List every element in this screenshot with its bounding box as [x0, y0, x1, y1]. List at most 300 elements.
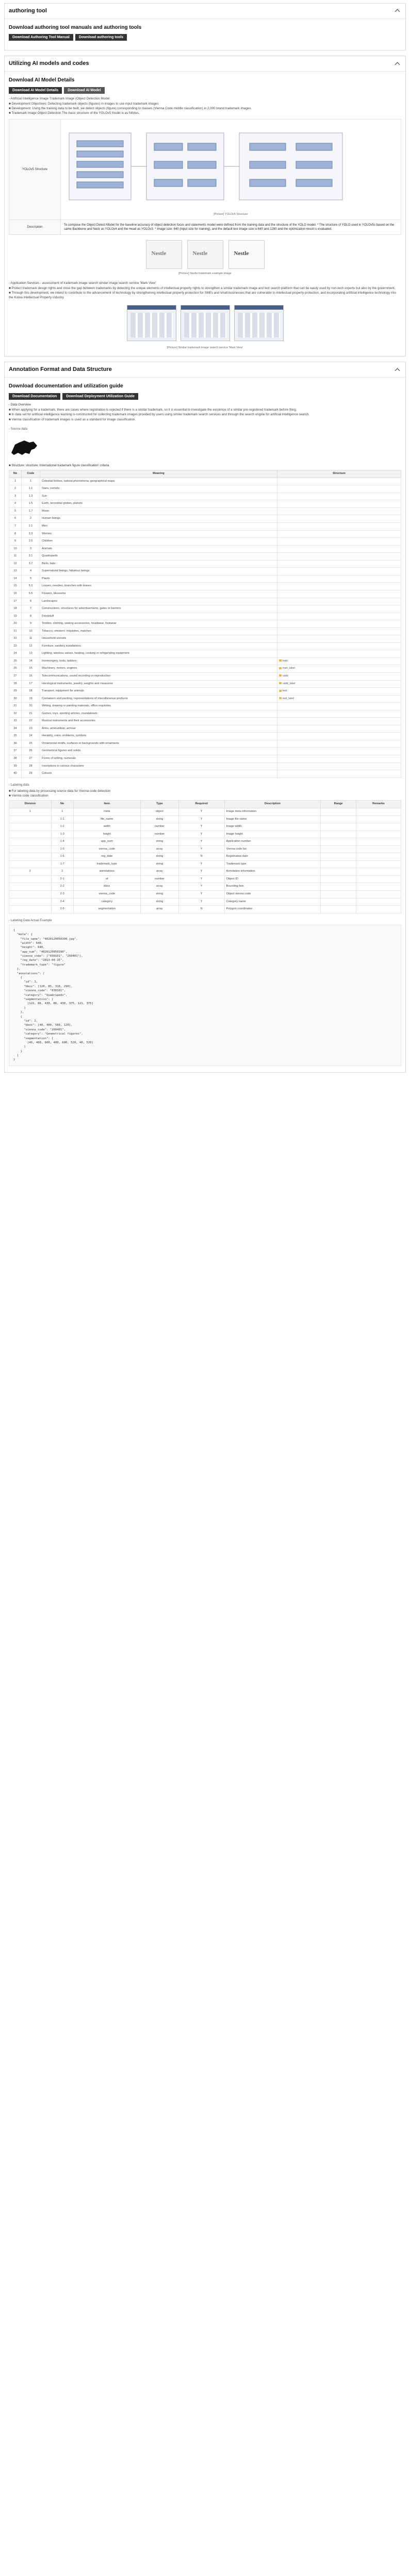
row-no: 4: [9, 500, 22, 508]
table-row: [9, 718, 401, 725]
row-structure: [277, 672, 401, 680]
folder-icon: [279, 697, 282, 699]
row-code: 1.5: [22, 500, 40, 508]
row-structure: [277, 650, 401, 658]
row-structure: [277, 530, 401, 538]
row-type: string: [140, 816, 178, 823]
row-remarks: [356, 808, 401, 816]
row-structure: [277, 620, 401, 628]
row-remarks: [356, 883, 401, 891]
row-code: 22: [22, 718, 40, 725]
row-meaning: Plants: [40, 575, 277, 583]
yolo-diagram-cell: [61, 119, 401, 220]
row-structure: [277, 538, 401, 546]
row-structure: [277, 718, 401, 725]
table-row: [9, 733, 401, 740]
table-row: [9, 530, 401, 538]
row-structure: [277, 628, 401, 635]
row-division: [9, 845, 52, 853]
table-row: [9, 500, 401, 508]
column-header: Code: [22, 470, 40, 478]
row-no: 7: [9, 523, 22, 531]
table-row: [9, 845, 401, 853]
authoring-tool-header[interactable]: [5, 4, 405, 19]
row-code: 9: [22, 620, 40, 628]
service-caption: [Picture] Similar trademark image search service 'Mark View': [167, 346, 243, 349]
table-row: [9, 613, 401, 620]
bullet: ■ When applying for a trademark, there are cases where registration is rejected if there is a similar trademark, so it is essential to investigate the existence of a similar pre-registered trademark before filing.: [9, 408, 297, 412]
row-required: N: [178, 853, 224, 861]
table-row: [9, 891, 401, 899]
row-type: number: [140, 831, 178, 838]
bullet: ■ In data set for artificial intelligence learning is constructed for collecting trademark images provided by users using similar trademark search services and through the search engine for artificial intelligence search.: [9, 413, 309, 417]
row-structure: [277, 642, 401, 650]
column-header: Item: [73, 801, 140, 808]
row-code: 19: [22, 695, 40, 703]
row-meaning: Leaves, needles, branches with leaves: [40, 583, 277, 590]
table-row: [9, 657, 401, 665]
row-description: Object vienna code: [224, 891, 321, 899]
logo-tile: Nestle: [146, 240, 182, 269]
row-no: 31: [9, 703, 22, 710]
row-remarks: [356, 816, 401, 823]
application-bullets: [9, 286, 401, 300]
table-row: [9, 507, 401, 515]
row-code: 2.5: [22, 538, 40, 546]
row-range: [321, 808, 356, 816]
row-code: 1.1: [22, 485, 40, 493]
row-item: file_name: [73, 816, 140, 823]
row-code: 29: [22, 770, 40, 778]
row-structure: [277, 523, 401, 531]
row-meaning: Landscapes: [40, 598, 277, 605]
row-meaning: Animals: [40, 545, 277, 553]
row-no: 1-4: [51, 838, 73, 846]
row-meaning: Supernatural beings, fabulous beings: [40, 568, 277, 575]
column-header: Structure: [277, 470, 401, 478]
row-no: 29: [9, 688, 22, 696]
row-type: string: [140, 891, 178, 899]
row-meaning: Quadrupeds: [40, 553, 277, 561]
table-row: [9, 628, 401, 635]
folder-label: valid_label: [283, 682, 296, 685]
row-no: 1: [51, 808, 73, 816]
chevron-up-icon[interactable]: [394, 60, 401, 67]
row-structure: [277, 762, 401, 770]
row-code: 2.1: [22, 523, 40, 531]
table-row: [9, 695, 401, 703]
row-structure: [277, 605, 401, 613]
table-row: [9, 515, 401, 523]
bullet: ■ Development Objectives: Detecting trademark objects (figures) in images to use input trademark images: [9, 101, 159, 106]
row-meaning: Foodstuff: [40, 613, 277, 620]
folder-icon: [279, 659, 282, 662]
row-code: 11: [22, 635, 40, 643]
data-overview-title: - Data Overview: [9, 403, 31, 406]
row-meaning: Containers and packing, representations of miscellaneous products: [40, 695, 277, 703]
table-row: [9, 598, 401, 605]
table-title: ■ Structure: structure: International trademark figure classification' criteria: [9, 464, 109, 468]
row-range: [321, 860, 356, 868]
row-range: [321, 853, 356, 861]
row-type: array: [140, 845, 178, 853]
row-no: 22: [9, 635, 22, 643]
row-structure: [277, 478, 401, 485]
row-code: 21: [22, 710, 40, 718]
row-meaning: Geometrical figures and solids: [40, 748, 277, 755]
table-row: [9, 875, 401, 883]
row-required: Y: [178, 831, 224, 838]
row-required: Y: [178, 891, 224, 899]
bullet: ■ Vienna classification of trademark images is used as a standard for image classification.: [9, 417, 136, 421]
row-no: 13: [9, 568, 22, 575]
authoring-tool-section: [4, 3, 406, 50]
labeling-structure-table: [9, 800, 401, 913]
table-row: [9, 545, 401, 553]
row-label: Description: [9, 220, 61, 235]
table-row: [9, 665, 401, 673]
row-structure: [277, 657, 401, 665]
row-required: Y: [178, 860, 224, 868]
table-row: [9, 906, 401, 913]
row-no: 1-1: [51, 816, 73, 823]
row-label: YOLOv5 Structure: [9, 119, 61, 220]
row-no: 1: [9, 478, 22, 485]
description-cell: To compose the Object Detect Model for the baseline accuracy of object detection focus and statements model were defined from the training data and the structure of the YOLO model. * The structure of YOLO used in YOLOv5s based on the same Backbone and Neck as YOLOv4 and the Head as YOLOv3. * Image size: 640 (input size for training), and the default test image size is 640 and 1280 and the optimization result is evaluated.: [61, 220, 401, 235]
row-remarks: [356, 853, 401, 861]
row-description: Category name: [224, 898, 321, 906]
table-row: [9, 485, 401, 493]
row-division: [9, 875, 52, 883]
row-item: reg_date: [73, 853, 140, 861]
row-division: [9, 898, 52, 906]
row-no: 1-5: [51, 845, 73, 853]
row-division: [9, 816, 52, 823]
folder-label: test: [283, 689, 287, 693]
ai-models-header[interactable]: [5, 56, 405, 72]
row-no: 2-1: [51, 875, 73, 883]
row-code: 8: [22, 613, 40, 620]
row-meaning: Arms, ammunition, armour: [40, 725, 277, 733]
row-structure: [277, 590, 401, 598]
row-meaning: Children: [40, 538, 277, 546]
row-code: 1.3: [22, 493, 40, 500]
row-code: 23: [22, 725, 40, 733]
table-row: [9, 553, 401, 561]
row-code: 28: [22, 762, 40, 770]
json-example-title: - Labeling Data Actual Example: [9, 919, 52, 922]
service-screenshots: [9, 305, 401, 341]
row-type: number: [140, 875, 178, 883]
row-structure: [277, 583, 401, 590]
labeling-list: [9, 789, 401, 799]
row-meaning: Moon: [40, 507, 277, 515]
yolo-structure-diagram: [64, 123, 353, 210]
row-meaning: Telecommunications, sound recording or reproduction: [40, 672, 277, 680]
row-description: Bounding box: [224, 883, 321, 891]
row-type: array: [140, 906, 178, 913]
table-row: [9, 823, 401, 831]
service-screen: [234, 305, 284, 341]
row-remarks: [356, 875, 401, 883]
annotation-heading: Download documentation and utilization guide: [9, 383, 123, 389]
row-description: Image width: [224, 823, 321, 831]
table-row: [9, 523, 401, 531]
table-row: [9, 710, 401, 718]
row-structure: [277, 507, 401, 515]
table-row: [9, 635, 401, 643]
row-no: 1-3: [51, 831, 73, 838]
row-no: 24: [9, 650, 22, 658]
row-no: 11: [9, 553, 22, 561]
row-structure: [277, 613, 401, 620]
row-code: 5.5: [22, 590, 40, 598]
row-range: [321, 868, 356, 876]
row-meaning: Constructions, structures for advertisements, gates or barriers: [40, 605, 277, 613]
row-meaning: Colours: [40, 770, 277, 778]
row-code: 13: [22, 650, 40, 658]
column-header: Range: [321, 801, 356, 808]
chevron-up-icon[interactable]: [394, 7, 401, 14]
annotation-section: [4, 362, 406, 1072]
download-model-details-button[interactable]: Download AI Model Details: [9, 87, 62, 94]
download-model-button[interactable]: Download AI Model: [64, 87, 104, 94]
row-meaning: Birds, bats: [40, 560, 277, 568]
row-required: Y: [178, 875, 224, 883]
row-structure: [277, 635, 401, 643]
row-required: Y: [178, 838, 224, 846]
row-code: 25: [22, 740, 40, 748]
bullet: ■ Trademark Image Object Detection The basic structure of the YOLOv5 model is as follows.: [9, 111, 140, 115]
row-no: 6: [9, 515, 22, 523]
row-item: category: [73, 898, 140, 906]
row-division: [9, 906, 52, 913]
row-meaning: Celestial bodies, natural phenomena, geographical maps: [40, 478, 277, 485]
row-description: Image file name: [224, 816, 321, 823]
row-description: Vienna code list: [224, 845, 321, 853]
row-structure: [277, 568, 401, 575]
row-structure: [277, 500, 401, 508]
row-remarks: [356, 898, 401, 906]
row-meaning: Games, toys, sporting articles, roundabouts: [40, 710, 277, 718]
row-no: 28: [9, 680, 22, 688]
row-no: 36: [9, 740, 22, 748]
row-division: [9, 853, 52, 861]
row-meaning: Men: [40, 523, 277, 531]
column-header: Required: [178, 801, 224, 808]
table-row: [9, 568, 401, 575]
row-remarks: [356, 860, 401, 868]
models-intro: - Artificial Intelligence Image Trademark Image (Object Detection Model: [9, 96, 110, 100]
row-code: 1: [22, 478, 40, 485]
row-meaning: Textiles, clothing, sewing accessories, headwear, footwear: [40, 620, 277, 628]
table-row: [9, 725, 401, 733]
table-row: [9, 853, 401, 861]
row-type: array: [140, 883, 178, 891]
row-item: meta: [73, 808, 140, 816]
row-no: 1-2: [51, 823, 73, 831]
row-description: Registration date: [224, 853, 321, 861]
row-no: 39: [9, 762, 22, 770]
bullet: ■ For labeling data by processing source data for Vienna code detection: [9, 789, 111, 793]
source-data-title: - Source data: [9, 427, 28, 431]
row-remarks: [356, 906, 401, 913]
column-header: Meaning: [40, 470, 277, 478]
tool-heading: Download authoring tool manuals and authoring tools: [9, 24, 142, 30]
row-no: 14: [9, 575, 22, 583]
models-bullets: [9, 102, 401, 116]
row-division: [9, 831, 52, 838]
table-row: [9, 605, 401, 613]
folder-label: train: [283, 659, 288, 663]
row-code: 18: [22, 688, 40, 696]
section-title: Utilizing AI models and codes: [9, 60, 89, 67]
row-range: [321, 845, 356, 853]
row-structure: [277, 748, 401, 755]
row-remarks: [356, 845, 401, 853]
folder-icon: [279, 674, 282, 676]
folder-icon: [279, 682, 282, 684]
annotation-header[interactable]: [5, 362, 405, 378]
application-heading: - Application Services - assessment of trademark image search similar image search service 'Mark View': [9, 281, 156, 285]
row-required: Y: [178, 808, 224, 816]
table-row: [9, 770, 401, 778]
row-item: width: [73, 823, 140, 831]
row-item: vienna_code: [73, 891, 140, 899]
row-meaning: Household utensils: [40, 635, 277, 643]
table-row: [9, 620, 401, 628]
row-structure: [277, 493, 401, 500]
row-code: 12: [22, 642, 40, 650]
row-no: 2-2: [51, 883, 73, 891]
download-tools-button[interactable]: Download authoring tools: [75, 34, 127, 41]
row-structure: [277, 710, 401, 718]
json-example-code: { "meta": { "file_name": "4020120050390.jpg", "width": 640, "height": 640, "app_num": "4020120050390", "vienna_code": ["030101", "260401"], "reg_date": "2013-04-15", "trademark_type": "figure" }, "annotations": [ { "id": 1, "bbox": [120, 85, 310, 290], "vienna_code": "030101", "category": "Quadrupeds", "segmentation": [ [121, 86, 430, 86, 430, 375, 121, 375] ] }, { "id": 2, "bbox": [40, 400, 560, 120], "vienna_code": "260401", "category": "Geometrical figures", "segmentation": [ [40, 400, 600, 400, 600, 520, 40, 520] ] } ] }: [9, 925, 401, 1066]
row-range: [321, 816, 356, 823]
logo-caption: [Picture] Nestle trademark example image: [178, 272, 232, 276]
row-range: [321, 883, 356, 891]
row-item: trademark_type: [73, 860, 140, 868]
row-structure: [277, 553, 401, 561]
row-meaning: Ironmongery, tools, ladders: [40, 657, 277, 665]
row-division: [9, 838, 52, 846]
row-structure: [277, 703, 401, 710]
row-description: Trademark type: [224, 860, 321, 868]
row-code: 24: [22, 733, 40, 740]
table-row: [9, 590, 401, 598]
download-documentation-button[interactable]: Download Documentation: [9, 393, 60, 400]
row-range: [321, 906, 356, 913]
row-code: 16: [22, 672, 40, 680]
row-description: Object ID: [224, 875, 321, 883]
row-item: annotations: [73, 868, 140, 876]
row-remarks: [356, 891, 401, 899]
row-description: Annotation information: [224, 868, 321, 876]
table-row: [9, 740, 401, 748]
row-type: string: [140, 853, 178, 861]
row-meaning: Tobacco, smokers' requisites, matches: [40, 628, 277, 635]
row-no: 17: [9, 598, 22, 605]
row-code: 17: [22, 680, 40, 688]
row-required: N: [178, 906, 224, 913]
table-row: [9, 762, 401, 770]
table-row: [9, 831, 401, 838]
vienna-code-table: [9, 470, 401, 777]
download-guide-button[interactable]: Download Deployment Utilization Guide: [62, 393, 138, 400]
table-row: [9, 688, 401, 696]
row-structure: [277, 598, 401, 605]
row-description: Image meta information: [224, 808, 321, 816]
row-meaning: Writing, drawing or painting materials, office requisites: [40, 703, 277, 710]
service-screen: [127, 305, 176, 341]
row-no: 30: [9, 695, 22, 703]
row-meaning: Ornamental motifs, surfaces or backgrounds with ornaments: [40, 740, 277, 748]
diagram-caption: [Picture] YOLOv5 Structure: [214, 212, 248, 216]
row-code: 14: [22, 657, 40, 665]
row-item: id: [73, 875, 140, 883]
row-item: segmentation: [73, 906, 140, 913]
row-structure: [277, 485, 401, 493]
labeling-title: - Labeling data: [9, 783, 29, 787]
row-structure: [277, 680, 401, 688]
column-header: No: [51, 801, 73, 808]
row-range: [321, 891, 356, 899]
row-structure: [277, 740, 401, 748]
row-no: 21: [9, 628, 22, 635]
section-title: Annotation Format and Data Structure: [9, 366, 112, 373]
row-no: 12: [9, 560, 22, 568]
row-division: 2: [9, 868, 52, 876]
folder-label: test_label: [283, 697, 294, 700]
row-no: 3: [9, 493, 22, 500]
row-no: 23: [9, 642, 22, 650]
row-item: height: [73, 831, 140, 838]
row-code: 3: [22, 545, 40, 553]
row-range: [321, 898, 356, 906]
row-range: [321, 875, 356, 883]
row-no: 37: [9, 748, 22, 755]
row-meaning: Sun: [40, 493, 277, 500]
table-row: [9, 493, 401, 500]
row-description: Polygon coordinates: [224, 906, 321, 913]
row-item: bbox: [73, 883, 140, 891]
row-no: 16: [9, 590, 22, 598]
table-row: [9, 703, 401, 710]
row-structure: [277, 770, 401, 778]
row-structure: [277, 515, 401, 523]
table-row: [9, 860, 401, 868]
download-manual-button[interactable]: Download Authoring Tool Manual: [9, 34, 73, 41]
row-code: 2.3: [22, 530, 40, 538]
row-division: [9, 860, 52, 868]
table-row: [9, 650, 401, 658]
row-description: Application number: [224, 838, 321, 846]
row-division: [9, 891, 52, 899]
row-no: 2: [9, 485, 22, 493]
chevron-up-icon[interactable]: [394, 366, 401, 374]
row-no: 35: [9, 733, 22, 740]
row-code: 5.3: [22, 583, 40, 590]
row-no: 2-3: [51, 891, 73, 899]
row-no: 2-5: [51, 906, 73, 913]
row-range: [321, 823, 356, 831]
bullet: ■ Vienna code classification: [9, 794, 48, 798]
row-type: object: [140, 808, 178, 816]
table-row: [9, 755, 401, 762]
row-no: 18: [9, 605, 22, 613]
row-meaning: Earth, terrestrial globes, planets: [40, 500, 277, 508]
row-no: 25: [9, 657, 22, 665]
